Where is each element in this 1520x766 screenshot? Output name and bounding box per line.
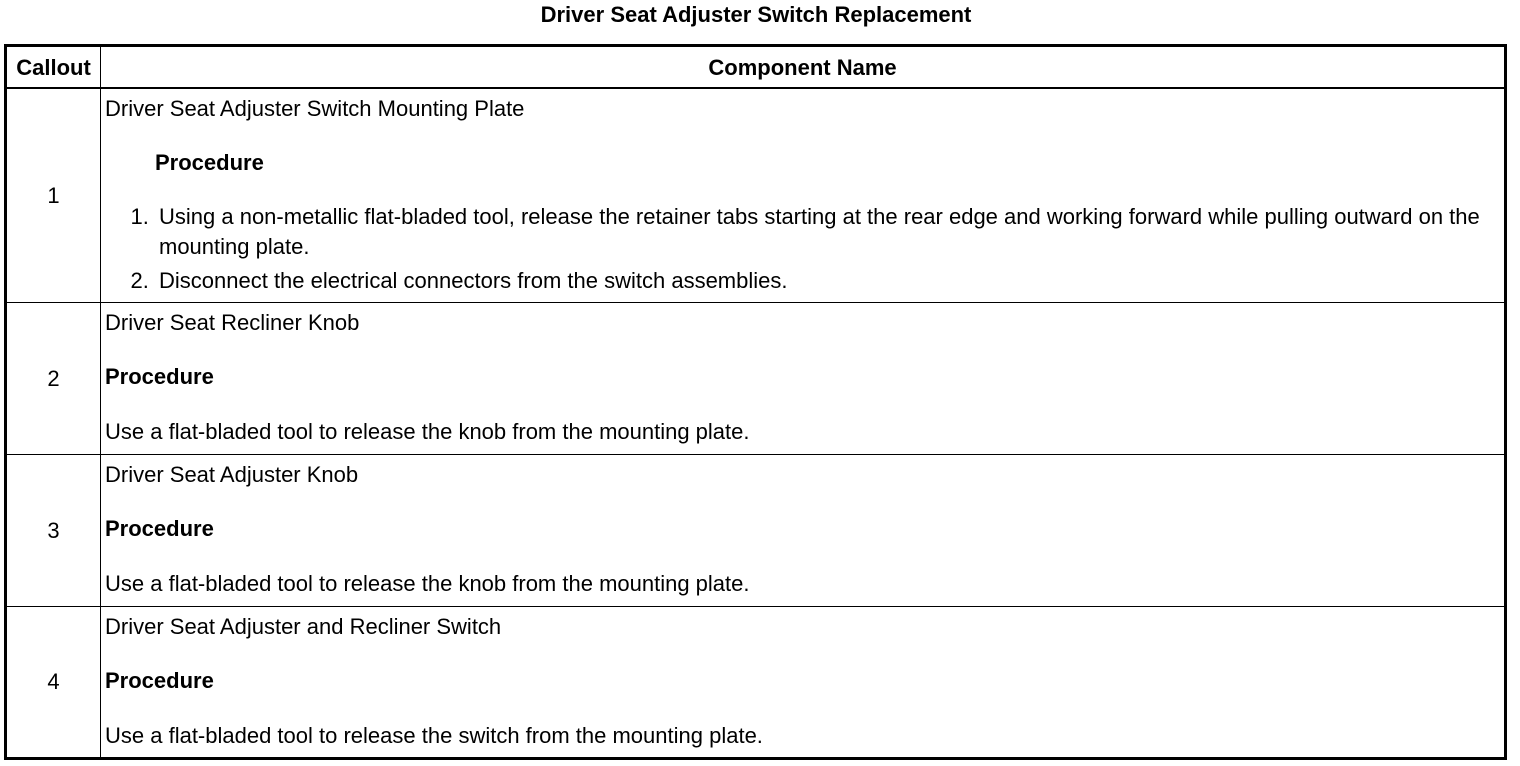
table-row — [6, 606, 1506, 758]
procedure-heading: Procedure — [105, 667, 214, 693]
callout-number: 1 — [6, 88, 101, 302]
table-header-row — [6, 46, 1506, 89]
component-name: Driver Seat Adjuster and Recliner Switch — [105, 613, 502, 639]
procedure-steps — [105, 202, 1492, 296]
component-name: Driver Seat Adjuster Switch Mounting Plate — [105, 96, 525, 121]
callout-number: 3 — [6, 454, 101, 606]
component-cell — [101, 88, 1506, 302]
table-row — [6, 88, 1506, 302]
component-table — [4, 44, 1507, 760]
callout-column-header: Callout — [6, 46, 101, 89]
procedure-text: Use a flat-bladed tool to release the knob from the mounting plate. — [105, 570, 750, 596]
table-row — [6, 454, 1506, 606]
component-name: Driver Seat Adjuster Knob — [105, 461, 359, 487]
table-row — [6, 302, 1506, 454]
component-cell — [101, 454, 1506, 606]
component-cell — [101, 302, 1506, 454]
procedure-heading: Procedure — [105, 363, 214, 389]
document-title: Driver Seat Adjuster Switch Replacement — [540, 2, 972, 27]
callout-number: 2 — [6, 302, 101, 454]
procedure-text: Use a flat-bladed tool to release the switch from the mounting plate. — [105, 722, 763, 748]
callout-number: 4 — [6, 606, 101, 758]
procedure-text: Use a flat-bladed tool to release the knob from the mounting plate. — [105, 418, 750, 444]
procedure-heading: Procedure — [105, 515, 214, 541]
procedure-heading: Procedure — [155, 150, 264, 175]
component-name: Driver Seat Recliner Knob — [105, 309, 360, 335]
component-cell — [101, 606, 1506, 758]
procedure-step: 1. Using a non-metallic flat-bladed tool, release the retainer tabs starting at the rear edge and working forward while pulling outward on the mounting plate. — [155, 202, 1492, 262]
component-name-column-header: Component Name — [101, 46, 1506, 89]
procedure-step: 2. Disconnect the electrical connectors from the switch assemblies. — [155, 266, 1492, 296]
